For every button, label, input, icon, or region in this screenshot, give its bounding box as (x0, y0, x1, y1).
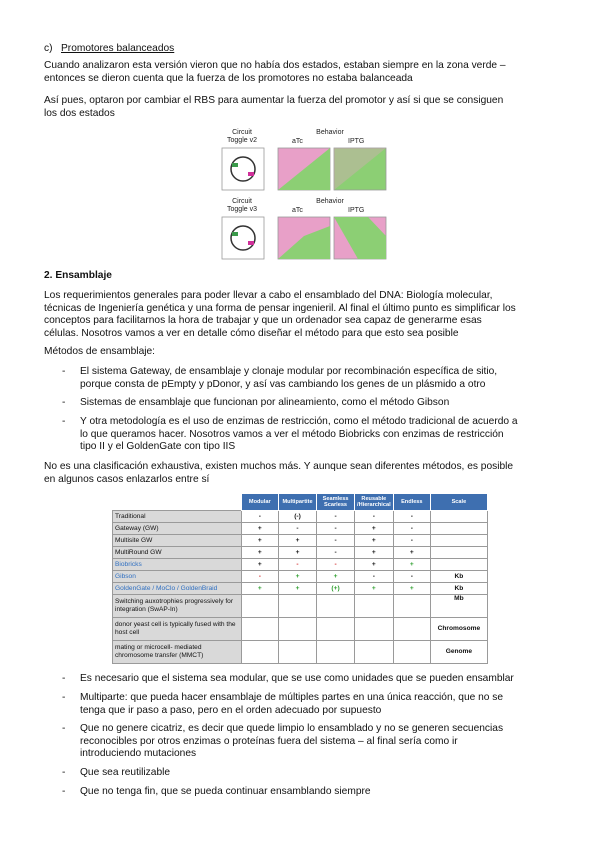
table-cell: Kb (430, 583, 487, 595)
table-row (113, 583, 488, 595)
paragraph-line: conceptos para facilitarnos la hora de trabajar y que un ordenador sea capaz de generarme esas (44, 315, 482, 327)
table-row (113, 559, 488, 571)
table-cell: + (393, 547, 430, 559)
row-label: MultiRound GW (113, 547, 242, 559)
table-cell: + (241, 583, 278, 595)
table-cell: Genome (430, 641, 487, 664)
row-label: donor yeast cell is typically fused with the host cell (113, 618, 242, 641)
table-cell: - (317, 535, 355, 547)
table-row (113, 571, 488, 583)
table-cell: + (354, 535, 393, 547)
method-line: lo que queramos hacer. Nosotros vamos a ver el método Biobricks con enzimas de restricción (80, 428, 504, 440)
circuit-label-line: Toggle v3 (227, 206, 257, 213)
table-cell (278, 641, 316, 664)
table-row (113, 523, 488, 535)
table-cell (393, 618, 430, 641)
method-line: El sistema Gateway, de ensamblaje y clonaje modular por recombinación específica de sitio, (80, 366, 498, 377)
property-line: Multiparte: que pueda hacer ensamblaje de múltiples partes en una única reacción, que no se (80, 692, 504, 703)
paragraph-line: en algunos casos enlazarlos entre sí (44, 473, 210, 485)
table-row (113, 547, 488, 559)
iptg-label: IPTG (348, 138, 365, 145)
row-label: Switching auxotrophies progressively for integration (SwAP-In) (113, 595, 242, 618)
table-cell: Mb (430, 595, 487, 618)
table-cell (393, 595, 430, 618)
table-header-cell: Multipartite (278, 494, 316, 511)
property-item (80, 692, 556, 717)
paragraph-line: técnicas de Ingeniería genética y una forma de pensar ingenieril. Al final el último punto es simplificar los (44, 302, 516, 314)
bullet-dash: - (62, 397, 66, 408)
property-line: Es necesario que el sistema sea modular, que se use como unidades que se pueden ensamblar (80, 673, 514, 684)
bullet-dash: - (62, 673, 66, 684)
table-cell (430, 535, 487, 547)
table-header-cell (113, 494, 242, 511)
table-cell (354, 618, 393, 641)
property-item (80, 723, 556, 761)
paragraph-line: células. Nosotros vamos a ver en detalle cómo diseñar el método para que esto sea posible (44, 327, 459, 339)
gene-green-icon (232, 163, 238, 167)
table-cell: - (317, 511, 355, 523)
bullet-dash: - (62, 692, 66, 703)
method-item (80, 416, 556, 454)
row-label: Biobricks (113, 559, 242, 571)
section-c-title: Promotores balanceados (61, 43, 175, 54)
assembly-comparison-table (112, 493, 488, 664)
row-label: Gibson (113, 571, 242, 583)
table-cell: + (354, 547, 393, 559)
table-cell: (+) (317, 583, 355, 595)
property-item (80, 786, 556, 799)
method-line: tipo II y el GoldenGate con tipo IIS (80, 441, 236, 453)
bullet-dash: - (62, 366, 66, 377)
circuit-label-line: Toggle v2 (227, 137, 257, 144)
table-cell: + (278, 571, 316, 583)
table-cell: + (241, 559, 278, 571)
table-cell: + (354, 583, 393, 595)
table-cell (317, 618, 355, 641)
classification-paragraph (44, 461, 556, 486)
table-cell: - (393, 523, 430, 535)
toggle-figure (218, 129, 388, 261)
table-cell: - (393, 511, 430, 523)
table-cell: - (354, 511, 393, 523)
section-c-marker: c) (44, 43, 53, 54)
row-label: GoldenGate / MoClo / GoldenBraid (113, 583, 242, 595)
gene-pink-icon (248, 241, 254, 245)
toggle-v3-graphic (218, 216, 388, 260)
table-row (113, 511, 488, 523)
circuit-label (220, 198, 264, 214)
table-header-cell: Modular (241, 494, 278, 511)
table-cell: + (241, 535, 278, 547)
table-cell (430, 547, 487, 559)
table-row (113, 641, 488, 664)
paragraph-line: los dos estados (44, 107, 115, 119)
table-cell (241, 641, 278, 664)
method-line: Y otra metodología es el uso de enzimas de restricción, como el método tradicional de acuerdo a (80, 416, 518, 427)
row-label: mating or microcell- mediated chromosome transfer (MMCT) (113, 641, 242, 664)
atc-label: aTc (292, 138, 303, 145)
behavior-label: Behavior (316, 129, 344, 136)
property-item (80, 767, 556, 780)
table-cell (430, 511, 487, 523)
table-cell (317, 595, 355, 618)
row-label: Gateway (GW) (113, 523, 242, 535)
table-cell: + (354, 523, 393, 535)
table-cell (278, 618, 316, 641)
table-header-cell: Reusable /Hierarchical (354, 494, 393, 511)
table-cell (393, 641, 430, 664)
property-line: Que no tenga fin, que se pueda continuar ensamblando siempre (80, 786, 371, 797)
paragraph-line: entonces se dieron cuenta que la fuerza de los promotores no estaba balanceada (44, 72, 413, 84)
bullet-dash: - (62, 723, 66, 734)
table-cell: + (354, 559, 393, 571)
behavior-label: Behavior (316, 198, 344, 205)
table-cell (317, 641, 355, 664)
iptg-label: IPTG (348, 207, 365, 214)
circuit-v3-box (222, 217, 264, 259)
circuit-v2-box (222, 148, 264, 190)
table-cell: - (317, 559, 355, 571)
table-cell: - (354, 571, 393, 583)
method-item (80, 366, 556, 391)
row-label: Multisite GW (113, 535, 242, 547)
table-cell (430, 559, 487, 571)
property-item (80, 673, 556, 686)
table-cell: + (393, 583, 430, 595)
table-cell: - (278, 559, 316, 571)
row-label: Traditional (113, 511, 242, 523)
table-row (113, 618, 488, 641)
gene-green-icon (232, 232, 238, 236)
paragraph-line: Los requerimientos generales para poder llevar a cabo el ensamblado del DNA: Biología molecular, (44, 290, 493, 301)
property-line: tenga que ir paso a paso, pero en el orden adecuado por supuesto (80, 704, 382, 716)
gene-pink-icon (248, 172, 254, 176)
bullet-dash: - (62, 416, 66, 427)
table-cell: - (278, 523, 316, 535)
toggle-v2-graphic (218, 147, 388, 191)
paragraph-line: No es una clasificación exhaustiva, existen muchos más. Y aunque sean diferentes métodos, es posible (44, 461, 514, 472)
bullet-dash: - (62, 767, 66, 778)
table-cell: - (393, 535, 430, 547)
table-cell: - (241, 511, 278, 523)
property-line: introduciendo mutaciones (80, 748, 197, 760)
table-cell: - (241, 571, 278, 583)
table-header-cell: Seamless Scarless (317, 494, 355, 511)
method-item (80, 397, 556, 410)
method-line: Sistemas de ensamblaje que funcionan por alineamiento, como el método Gibson (80, 397, 450, 408)
property-line: Que sea reutilizable (80, 767, 171, 778)
table-cell (430, 523, 487, 535)
section-2-intro (44, 290, 556, 340)
table-cell: + (393, 559, 430, 571)
table-cell (241, 595, 278, 618)
circuit-label-line: Circuit (232, 129, 252, 136)
circuit-label-line: Circuit (232, 198, 252, 205)
table-cell: - (317, 547, 355, 559)
table-cell (278, 595, 316, 618)
table-cell: - (393, 571, 430, 583)
table-cell: + (278, 547, 316, 559)
table-cell: Chromosome (430, 618, 487, 641)
method-line: porque consta de pEmpty y pDonor, y así vas cambiando los genes de un plásmido a otro (80, 378, 486, 390)
table-cell (354, 641, 393, 664)
table-cell (241, 618, 278, 641)
methods-title: Métodos de ensamblaje: (44, 346, 155, 357)
paragraph-2 (44, 95, 556, 120)
paragraph-line: Cuando analizaron esta versión vieron que no había dos estados, estaban siempre en la zona verde – (44, 60, 506, 71)
table-cell: - (317, 523, 355, 535)
section-2-heading: 2. Ensamblaje (44, 270, 112, 281)
paragraph-1 (44, 60, 556, 85)
table-cell: Kb (430, 571, 487, 583)
table-cell: + (241, 523, 278, 535)
table-header-row (113, 494, 488, 511)
table-header-cell: Scale (430, 494, 487, 511)
table-cell (354, 595, 393, 618)
table-cell: + (278, 583, 316, 595)
bullet-dash: - (62, 786, 66, 797)
table-header-cell: Endless (393, 494, 430, 511)
table-cell: (-) (278, 511, 316, 523)
table-row (113, 535, 488, 547)
property-line: reconocibles por otros enzimas o proteínas fuera del sistema – al final sería como ir (80, 735, 458, 747)
table-cell: + (278, 535, 316, 547)
atc-label: aTc (292, 207, 303, 214)
table-cell: + (317, 571, 355, 583)
circuit-label (220, 129, 264, 145)
paragraph-line: Así pues, optaron por cambiar el RBS para aumentar la fuerza del promotor y así si que se consiguen (44, 95, 504, 106)
property-line: Que no genere cicatriz, es decir que quede limpio lo ensamblado y no se generen secuencias (80, 723, 504, 734)
table-cell: + (241, 547, 278, 559)
table-row (113, 595, 488, 618)
